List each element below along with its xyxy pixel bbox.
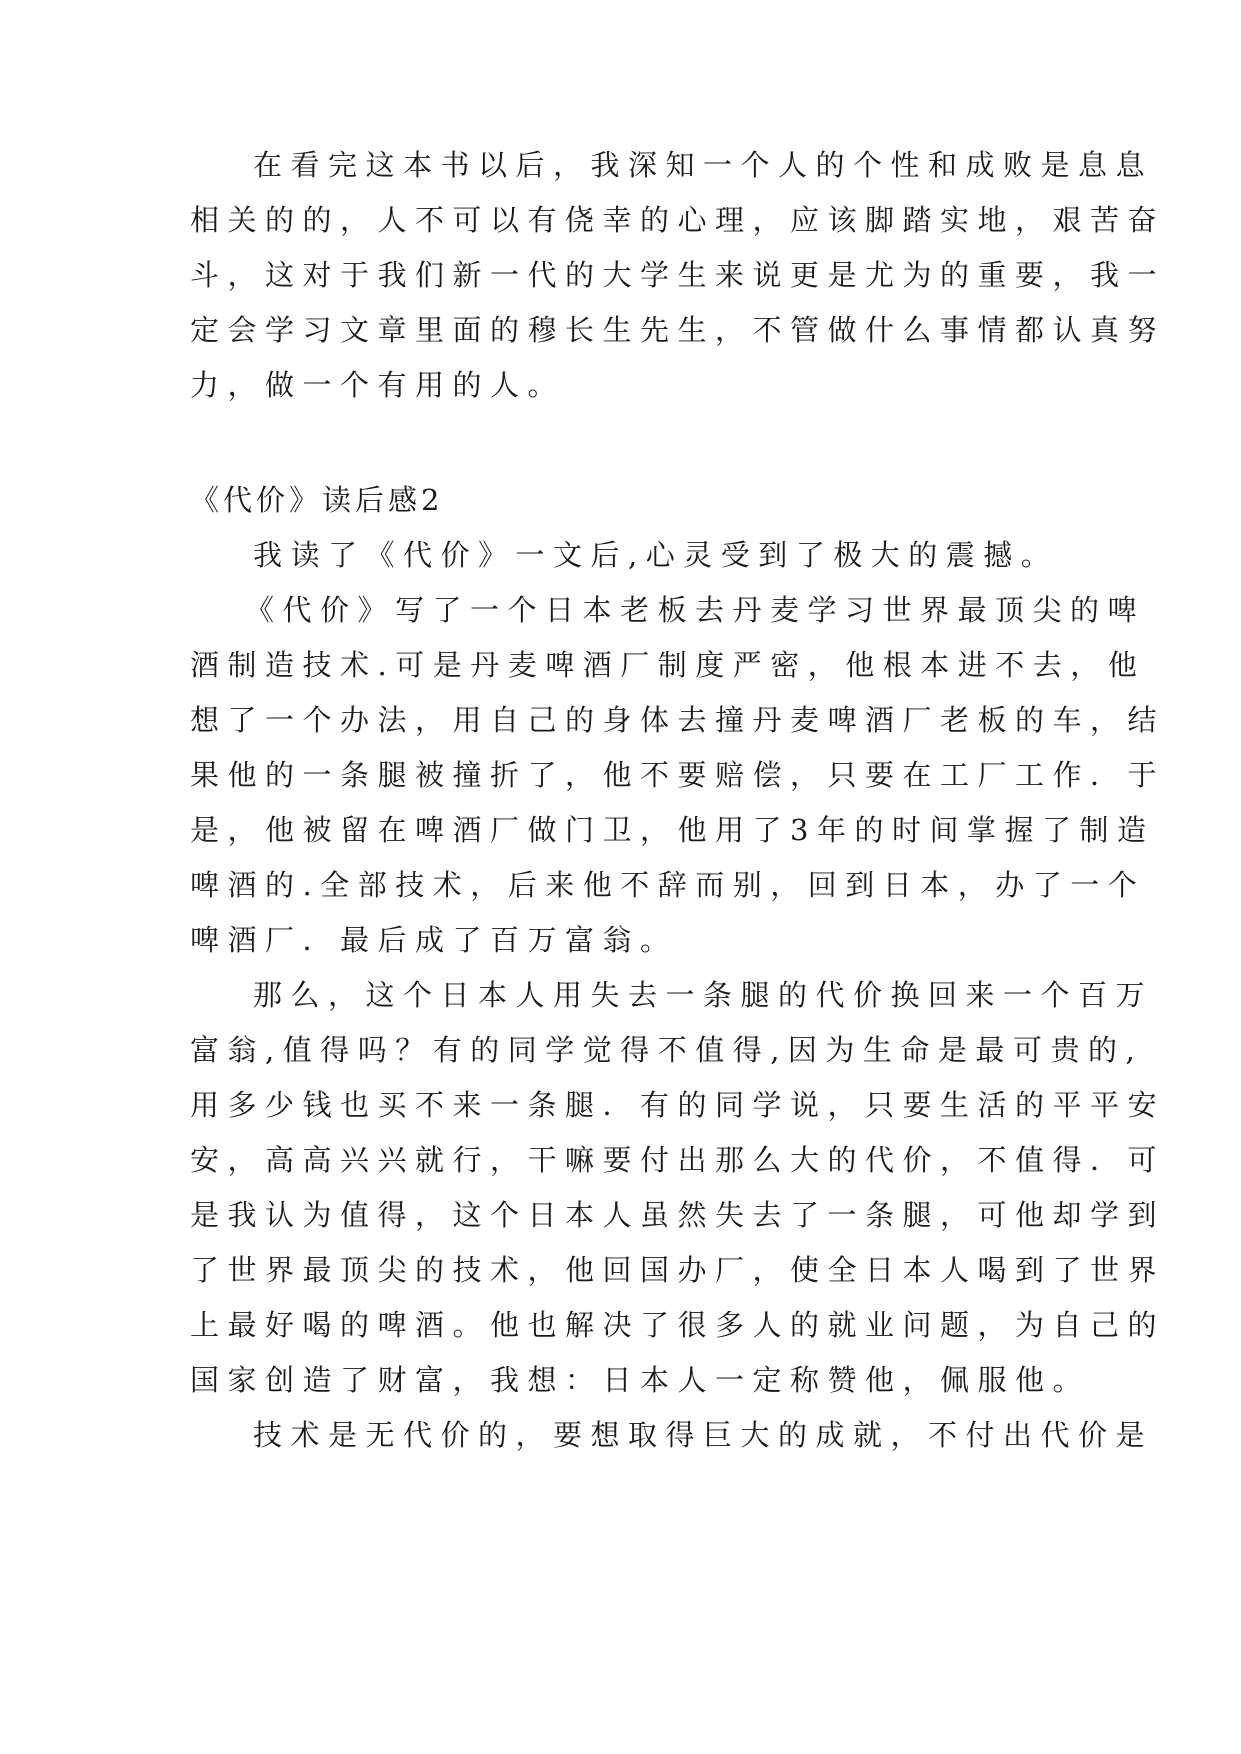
paragraph-line: 想了一个办法，用自己的身体去撞丹麦啤酒厂老板的车，结 — [190, 703, 1166, 737]
paragraph-line: 安，高高兴兴就行，干嘛要付出那么大的代价，不值得．可 — [190, 1143, 1166, 1177]
paragraph-line: 那么，这个日本人用失去一条腿的代价换回来一个百万 — [253, 978, 1154, 1012]
paragraph-line: 是我认为值得，这个日本人虽然失去了一条腿，可他却学到 — [190, 1198, 1166, 1232]
paragraph-line: 相关的的，人不可以有侥幸的心理，应该脚踏实地，艰苦奋 — [190, 203, 1166, 237]
section-heading: 《代价》读后感2 — [190, 483, 444, 517]
paragraph-line: 用多少钱也买不来一条腿．有的同学说，只要生活的平平安 — [190, 1088, 1166, 1122]
paragraph-line: 我读了《代价》一文后,心灵受到了极大的震撼。 — [253, 538, 1059, 572]
paragraph-line: 啤酒厂．最后成了百万富翁。 — [190, 923, 678, 957]
paragraph-line: 国家创造了财富，我想：日本人一定称赞他，佩服他。 — [190, 1363, 1091, 1397]
paragraph-line: 果他的一条腿被撞折了，他不要赔偿，只要在工厂工作．于 — [190, 758, 1166, 792]
paragraph-line: 在看完这本书以后，我深知一个人的个性和成败是息息 — [253, 148, 1154, 182]
paragraph-line: 技术是无代价的，要想取得巨大的成就，不付出代价是 — [253, 1418, 1154, 1452]
paragraph-line: 富翁,值得吗？有的同学觉得不值得,因为生命是最可贵的, — [190, 1033, 1144, 1067]
paragraph-line: 啤酒的.全部技术，后来他不辞而别，回到日本，办了一个 — [190, 868, 1146, 902]
paragraph-line: 是，他被留在啤酒厂做门卫，他用了3年的时间掌握了制造 — [190, 813, 1155, 847]
paragraph-line: 酒制造技术.可是丹麦啤酒厂制度严密，他根本进不去，他 — [190, 648, 1146, 682]
paragraph-line: 了世界最顶尖的技术，他回国办厂，使全日本人喝到了世界 — [190, 1253, 1166, 1287]
paragraph-line: 定会学习文章里面的穆长生先生，不管做什么事情都认真努 — [190, 313, 1166, 347]
paragraph-line: 《代价》写了一个日本老板去丹麦学习世界最顶尖的啤 — [245, 593, 1146, 627]
paragraph-line: 上最好喝的啤酒。他也解决了很多人的就业问题，为自己的 — [190, 1308, 1166, 1342]
paragraph-line: 斗，这对于我们新一代的大学生来说更是尤为的重要，我一 — [190, 258, 1166, 292]
paragraph-line: 力，做一个有用的人。 — [190, 368, 566, 402]
